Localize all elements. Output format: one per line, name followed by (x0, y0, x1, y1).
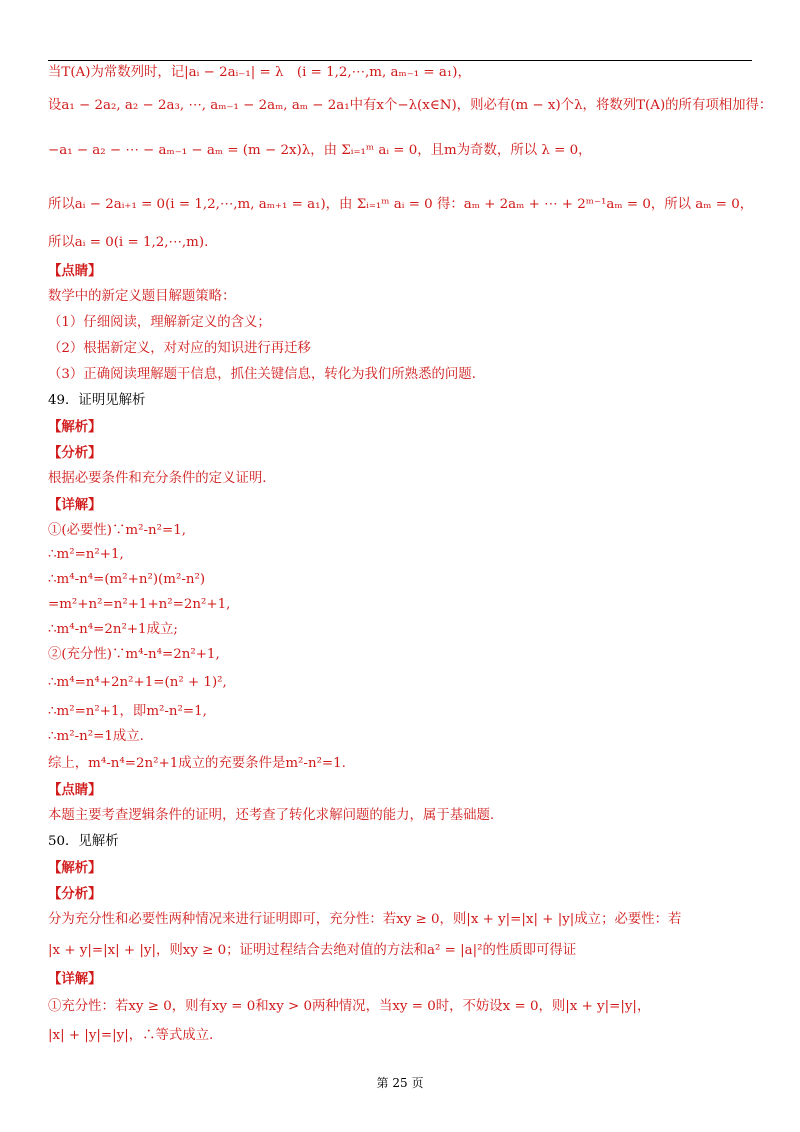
text-line: =m²+n²=n²+1+n²=2n²+1, (48, 597, 231, 612)
section-heading: 【分析】 (48, 445, 102, 461)
section-heading: 【解析】 (48, 419, 102, 435)
text-line: ①(必要性)∵m²-n²=1, (48, 523, 186, 538)
text-line: 当T(A)为常数列时，记|aᵢ − 2aᵢ₋₁| = λ (i = 1,2,⋯,m, aₘ₋₁ = a₁)， (48, 65, 471, 80)
page-number: 第 25 页 (376, 1076, 424, 1090)
section-heading: 【分析】 (48, 886, 102, 902)
text-line: 所以aᵢ − 2aᵢ₊₁ = 0(i = 1,2,⋯,m, aₘ₊₁ = a₁)，由 Σᵢ₌₁ᵐ aᵢ = 0 得：aₘ + 2aₘ + ⋯ + 2ᵐ⁻¹aₘ = 0，所以 aₘ = 0， (48, 197, 754, 212)
text-line: （1）仔细阅读，理解新定义的含义； (48, 315, 271, 330)
text-line: 所以aᵢ = 0(i = 1,2,⋯,m). (48, 235, 209, 250)
text-line: 数学中的新定义题目解题策略： (48, 289, 236, 304)
text-line: ①充分性：若xy ≥ 0，则有xy = 0和xy > 0两种情况，当xy = 0时，不妨设x = 0，则|x + y|=|y|， (48, 999, 651, 1014)
section-heading: 【详解】 (48, 971, 102, 987)
section-heading: 【点睛】 (48, 782, 102, 798)
text-line: 设a₁ − 2a₂, a₂ − 2a₃, ⋯, aₘ₋₁ − 2aₘ, aₘ − 2a₁中有x个−λ(x∈N)，则必有(m − x)个λ，将数列T(A)的所有项相加得： (48, 98, 773, 113)
text-line: |x| + |y|=|y|，∴等式成立. (48, 1028, 214, 1043)
text-line: ∴m²=n²+1, (48, 547, 124, 562)
text-line: 根据必要条件和充分条件的定义证明. (48, 471, 267, 486)
text-line: （3）正确阅读理解题干信息，抓住关键信息，转化为我们所熟悉的问题. (48, 367, 476, 382)
text-line: ∴m²=n²+1，即m²-n²=1, (48, 704, 207, 719)
text-line: 50．见解析 (48, 834, 119, 849)
text-line: （2）根据新定义，对对应的知识进行再迁移 (48, 341, 311, 356)
header-rule (48, 60, 752, 61)
text-line: ∴m⁴-n⁴=2n²+1成立; (48, 622, 178, 637)
text-line: ∴m⁴-n⁴=(m²+n²)(m²-n²) (48, 572, 206, 587)
text-line: −a₁ − a₂ − ⋯ − aₘ₋₁ − aₘ = (m − 2x)λ，由 Σᵢ₌₁ᵐ aᵢ = 0，且m为奇数，所以 λ = 0， (48, 143, 592, 158)
text-line: 综上，m⁴-n⁴=2n²+1成立的充要条件是m²-n²=1. (48, 756, 346, 771)
text-line: 本题主要考查逻辑条件的证明，还考查了转化求解问题的能力，属于基础题. (48, 808, 495, 823)
section-heading: 【详解】 (48, 497, 102, 513)
text-line: ∴m²-n²=1成立. (48, 729, 144, 744)
text-line: ②(充分性)∵m⁴-n⁴=2n²+1, (48, 647, 220, 662)
text-line: 分为充分性和必要性两种情况来进行证明即可，充分性：若xy ≥ 0，则|x + y|=|x| + |y|成立；必要性：若 (48, 912, 682, 927)
section-heading: 【点睛】 (48, 263, 102, 279)
text-line: 49．证明见解析 (48, 393, 146, 408)
text-line: ∴m⁴=n⁴+2n²+1=(n² + 1)², (48, 675, 227, 690)
section-heading: 【解析】 (48, 860, 102, 876)
text-line: |x + y|=|x| + |y|，则xy ≥ 0；证明过程结合去绝对值的方法和a² = |a|²的性质即可得证 (48, 943, 577, 958)
